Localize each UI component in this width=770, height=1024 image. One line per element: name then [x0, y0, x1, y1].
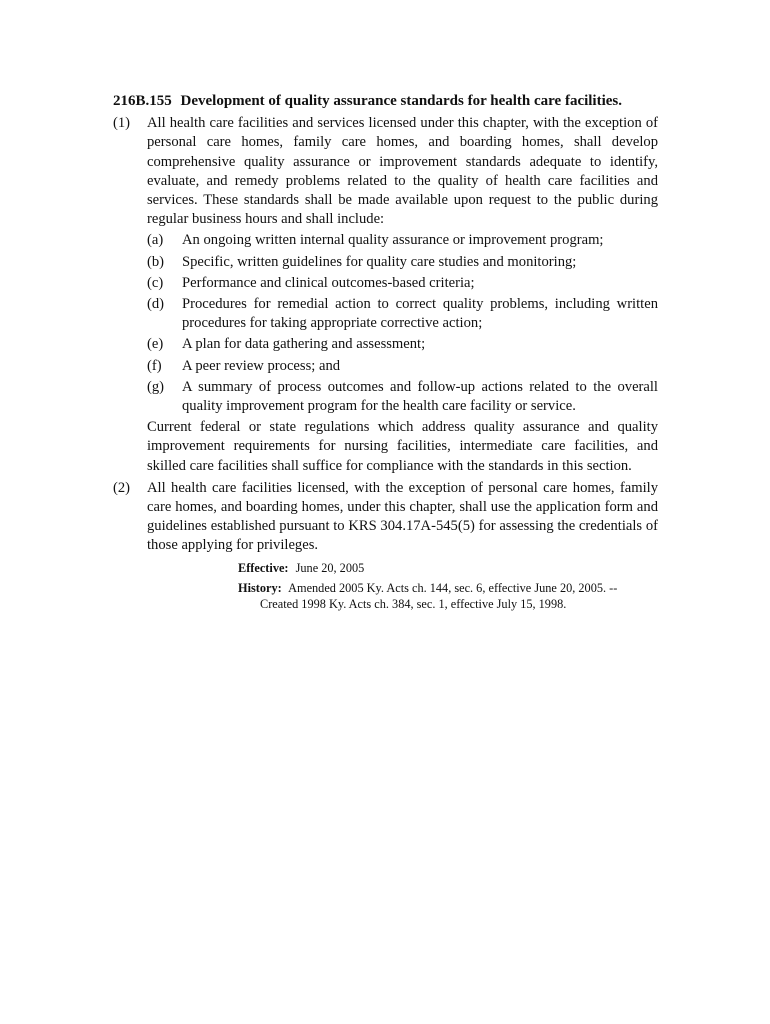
- list-item-c: [147, 274, 658, 293]
- list-item-label: (a): [147, 232, 164, 249]
- list-item-text: A summary of process outcomes and follow-up actions related to the overall quality improvement program for the health care facility or service.: [182, 378, 658, 415]
- effective-label: Effective:: [238, 560, 289, 575]
- list-item-text: Performance and clinical outcomes-based criteria;: [182, 274, 475, 291]
- section-number: 216B.155: [113, 93, 172, 109]
- list-item-text: Specific, written guidelines for quality care studies and monitoring;: [182, 253, 577, 270]
- paragraph-1-closing: Current federal or state regulations which address quality assurance and quality improvement requirements for nursing facilities, intermediate care facilities, and skilled care facilities shall suffice for compliance with the standards in this section.: [147, 419, 658, 474]
- list-item-g: [147, 378, 658, 416]
- list-item-label: (f): [147, 357, 162, 374]
- list-item-text: An ongoing written internal quality assurance or improvement program;: [182, 232, 604, 249]
- list-item-text: Procedures for remedial action to correct quality problems, including written procedures for taking appropriate corrective action;: [182, 296, 658, 332]
- list-item-label: (g): [147, 378, 165, 395]
- list-item-text: A plan for data gathering and assessment;: [182, 336, 426, 353]
- list-item-d: [147, 295, 658, 333]
- list-item-b: [147, 253, 658, 272]
- paragraph-2-label: (2): [113, 479, 131, 496]
- paragraph-1-text: All health care facilities and services licensed under this chapter, with the exception of personal care homes, family care homes, and boarding homes, shall develop comprehensive quality assurance or improvement standards adequate to identify, evaluate, and remedy problems related to the quality of health care facilities and services. These standards shall be made available upon request to the public during regular business hours and shall include:: [147, 115, 658, 228]
- paragraph-1-label: (1): [113, 115, 131, 132]
- list-item-label: (e): [147, 336, 164, 353]
- section-title: Development of quality assurance standards for health care facilities.: [180, 93, 623, 109]
- paragraph-1: [113, 114, 658, 476]
- list-item-e: [147, 335, 658, 354]
- statute-metadata: [238, 560, 658, 612]
- list-item-label: (d): [147, 296, 165, 313]
- statute-content: [113, 92, 658, 615]
- list-item-text: A peer review process; and: [182, 357, 341, 374]
- section-heading: [113, 92, 658, 111]
- history-line: [238, 580, 658, 612]
- effective-line: [238, 560, 658, 576]
- paragraph-2-text: All health care facilities licensed, with the exception of personal care homes, family care homes, and boarding homes, under this chapter, shall use the application form and guidelines established pursuant to KRS 304.17A-545(5) for assessing the credentials of those applying for privileges.: [147, 479, 658, 554]
- paragraph-2: [113, 479, 658, 612]
- list-item-label: (b): [147, 253, 165, 270]
- history-label: History:: [238, 580, 282, 595]
- effective-date: June 20, 2005: [295, 560, 365, 575]
- history-text: Amended 2005 Ky. Acts ch. 144, sec. 6, effective June 20, 2005. -- Created 1998 Ky. Acts ch. 384, sec. 1, effective July 15, 1998.: [260, 580, 618, 611]
- list-item-a: [147, 231, 658, 250]
- list-item-label: (c): [147, 274, 164, 291]
- list-item-f: [147, 357, 658, 376]
